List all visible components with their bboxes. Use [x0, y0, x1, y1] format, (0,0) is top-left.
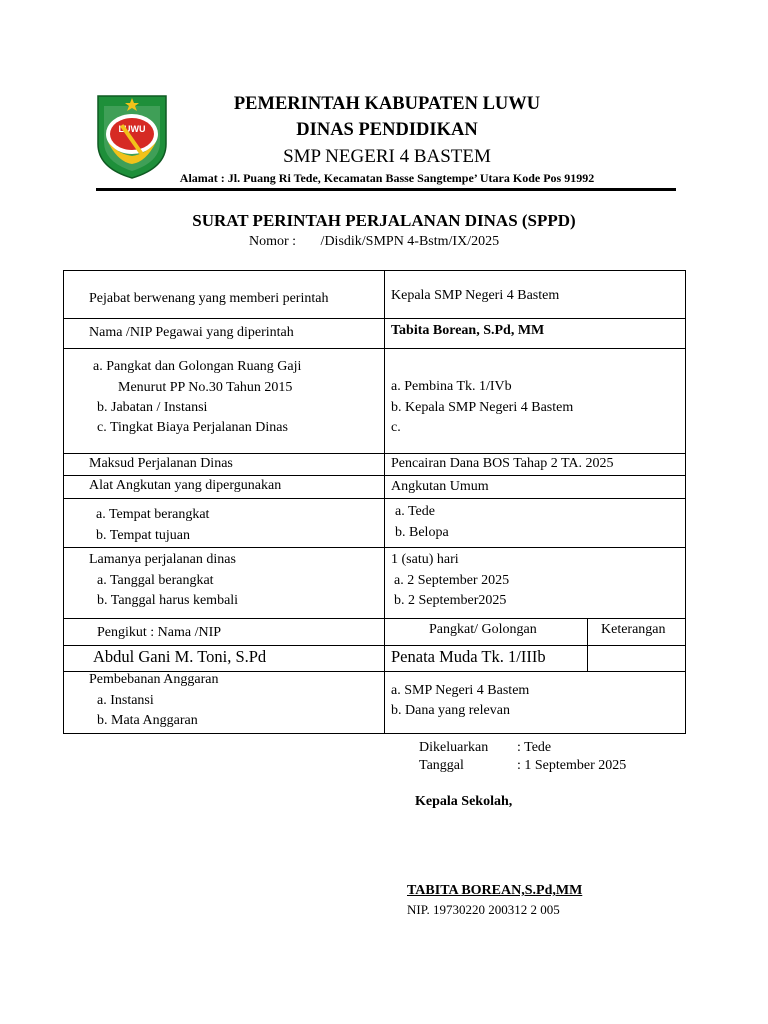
row-label: Maksud Perjalanan Dinas: [89, 456, 233, 471]
row-label: b. Tanggal harus kembali: [97, 593, 239, 608]
header-school: SMP NEGERI 4 BASTEM: [283, 146, 491, 167]
table-row: [64, 454, 686, 476]
row-label: Lamanya perjalanan dinas: [89, 552, 236, 567]
row-label: b. Jabatan / Instansi: [97, 400, 208, 415]
row-label: a. Pangkat dan Golongan Ruang Gaji: [93, 359, 302, 374]
table-row: [64, 619, 686, 646]
row-value: Kepala SMP Negeri 4 Bastem: [391, 288, 560, 303]
row-label: a. Tempat berangkat: [96, 507, 210, 522]
table-row: [64, 672, 686, 734]
row-value: Pencairan Dana BOS Tahap 2 TA. 2025: [391, 456, 614, 471]
regency-logo: [94, 92, 170, 180]
table-row: [64, 349, 686, 454]
table-row: [64, 271, 686, 319]
header-address: Alamat : Jl. Puang Ri Tede, Kecamatan Basse Sangtempe’ Utara Kode Pos 91992: [179, 171, 595, 185]
row-label: b. Mata Anggaran: [97, 713, 198, 728]
issue-place: [419, 740, 551, 756]
row-value: b. 2 September2025: [394, 593, 507, 608]
column-header: Pangkat/ Golongan: [429, 622, 537, 637]
row-value: c.: [391, 420, 401, 435]
issue-place-value: : Tede: [517, 740, 552, 755]
row-label: b. Tempat tujuan: [96, 528, 191, 543]
employee-name: Tabita Borean, S.Pd, MM: [391, 323, 545, 338]
row-label: a. Tanggal berangkat: [97, 573, 214, 588]
header-government: PEMERINTAH KABUPATEN LUWU: [233, 94, 541, 114]
signer-role: Kepala Sekolah,: [415, 794, 513, 809]
row-value: a. Tede: [395, 504, 435, 519]
row-value: b. Dana yang relevan: [391, 703, 510, 718]
column-header: Keterangan: [601, 622, 666, 637]
row-label: a. Instansi: [97, 693, 154, 708]
row-value: a. SMP Negeri 4 Bastem: [391, 683, 530, 698]
follower-name: Abdul Gani M. Toni, S.Pd: [93, 647, 267, 666]
header-department: DINAS PENDIDIKAN: [296, 120, 478, 140]
column-header: Pengikut : Nama /NIP: [97, 625, 222, 640]
issue-date-label: Tanggal: [419, 758, 464, 773]
signer-name: TABITA BOREAN,S.Pd,MM: [407, 883, 583, 898]
row-value: 1 (satu) hari: [391, 552, 459, 567]
table-row: [64, 319, 686, 349]
logo-text: LUWU: [118, 124, 146, 134]
table-row: [64, 548, 686, 619]
row-value: a. 2 September 2025: [394, 573, 510, 588]
row-label: Nama /NIP Pegawai yang diperintah: [89, 325, 294, 340]
issue-date-value: : 1 September 2025: [517, 758, 627, 773]
document-title: SURAT PERINTAH PERJALANAN DINAS (SPPD): [192, 211, 576, 230]
table-row: [64, 476, 686, 499]
issue-date: [419, 758, 626, 774]
row-label: Menurut PP No.30 Tahun 2015: [118, 380, 293, 395]
row-value: b. Kepala SMP Negeri 4 Bastem: [391, 400, 574, 415]
row-value: Angkutan Umum: [391, 479, 489, 494]
table-row: [64, 499, 686, 548]
row-value: b. Belopa: [395, 525, 449, 540]
table-row: [64, 646, 686, 672]
follower-rank: Penata Muda Tk. 1/IIIb: [391, 647, 546, 666]
row-label: Pembebanan Anggaran: [89, 672, 219, 687]
row-label: Pejabat berwenang yang memberi perintah: [89, 291, 329, 306]
header-divider: [96, 188, 676, 191]
row-label: Alat Angkutan yang dipergunakan: [89, 478, 282, 493]
signer-nip: NIP. 19730220 200312 2 005: [407, 902, 560, 917]
row-value: a. Pembina Tk. 1/IVb: [391, 379, 512, 394]
sppd-table: [63, 270, 686, 734]
document-number: Nomor : /Disdik/SMPN 4-Bstm/IX/2025: [249, 234, 500, 249]
row-label: c. Tingkat Biaya Perjalanan Dinas: [97, 420, 288, 435]
issue-place-label: Dikeluarkan: [419, 740, 489, 755]
